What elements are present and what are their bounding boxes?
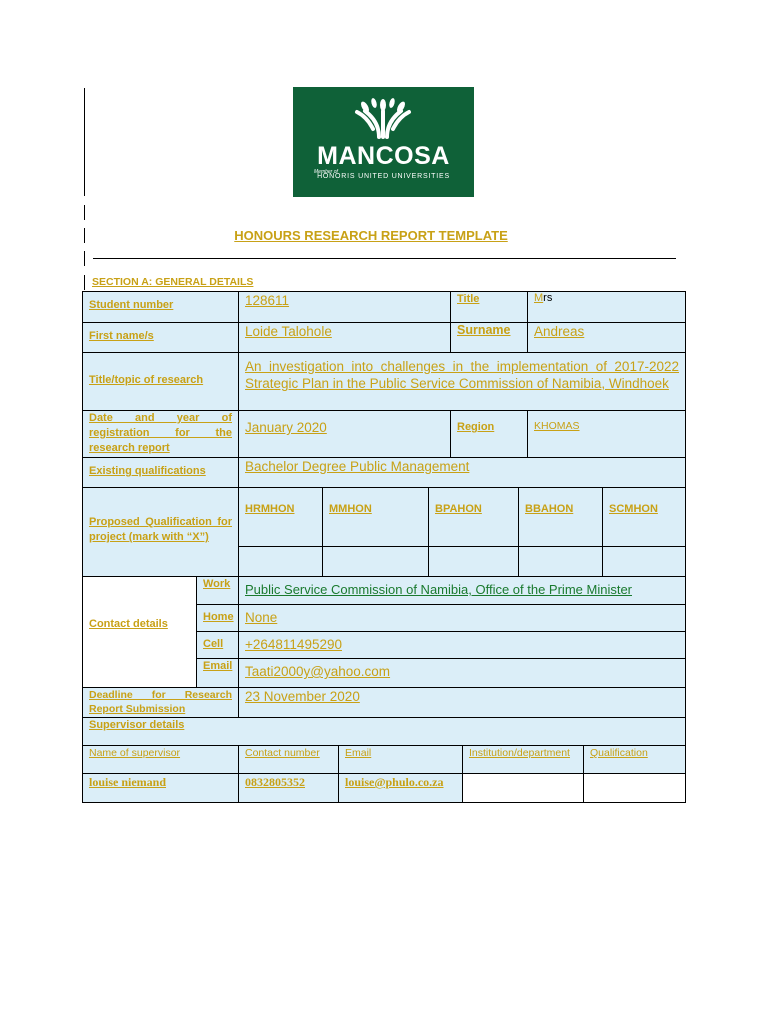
supervisor-email-value: louise@phulo.co.za	[345, 775, 444, 789]
qual-bbahon-cell	[518, 487, 603, 547]
date-reg-label-cell	[82, 410, 239, 458]
section-heading: SECTION A: GENERAL DETAILS	[92, 276, 254, 288]
qual-scmhon-label: SCMHON	[609, 503, 658, 515]
existing-qual-label: Existing qualifications	[89, 465, 206, 477]
surname-value: Andreas	[534, 324, 585, 339]
supervisor-details-label: Supervisor details	[89, 719, 185, 731]
qual-hrmhon-label: HRMHON	[245, 503, 295, 515]
work-label-cell	[196, 576, 239, 605]
supervisor-name-header-cell	[82, 745, 239, 774]
proposed-qual-label-cell	[82, 487, 239, 577]
work-value: Public Service Commission of Namibia, Office of the Prime Minister	[245, 582, 632, 597]
supervisor-contact-cell[interactable]	[238, 773, 339, 803]
home-value: None	[245, 610, 278, 625]
date-reg-label: Date and year of registration for the research report	[89, 412, 232, 454]
qual-bbahon-mark[interactable]	[518, 546, 603, 577]
qual-hrmhon-cell	[238, 487, 323, 547]
work-label: Work	[203, 578, 231, 590]
existing-qual-cell[interactable]	[238, 457, 686, 488]
deadline-cell[interactable]	[238, 687, 686, 718]
existing-qual-label-cell	[82, 457, 239, 488]
title-label: Title	[457, 293, 480, 305]
cell-value: +264811495290	[245, 637, 342, 652]
email-label: Email	[203, 660, 233, 672]
margin-bar	[84, 275, 85, 290]
topic-label: Title/topic of research	[89, 374, 204, 386]
date-reg-value: January 2020	[245, 420, 327, 435]
supervisor-email-header-cell	[338, 745, 463, 774]
logo-wordmark: MANCOSA	[317, 142, 450, 170]
surname-label: Surname	[457, 323, 511, 337]
first-names-label: First name/s	[89, 330, 154, 342]
home-label-cell	[196, 604, 239, 632]
work-cell[interactable]	[238, 576, 686, 605]
region-label-cell	[450, 410, 528, 458]
supervisor-institution-cell[interactable]	[462, 773, 584, 803]
existing-qual-value: Bachelor Degree Public Management	[245, 459, 470, 474]
deadline-value: 23 November 2020	[245, 689, 360, 704]
qual-bbahon-label: BBAHON	[525, 503, 574, 515]
logo-member-of: Member of	[314, 169, 338, 175]
cell-label-cell	[196, 631, 239, 659]
region-label: Region	[457, 421, 495, 433]
region-cell[interactable]	[527, 410, 686, 458]
margin-bar	[84, 88, 85, 196]
qual-hrmhon-mark[interactable]	[238, 546, 323, 577]
supervisor-email-cell[interactable]	[338, 773, 463, 803]
deadline-label-cell	[82, 687, 239, 718]
proposed-qual-label: Proposed Qualification for project (mark with “X”)	[89, 516, 232, 543]
contact-details-label-cell	[82, 576, 197, 688]
qual-mmhon-label: MMHON	[329, 503, 372, 515]
topic-cell[interactable]	[238, 352, 686, 411]
cell-label: Cell	[203, 638, 224, 650]
student-number-value: 128611	[245, 293, 290, 308]
supervisor-name-cell[interactable]	[82, 773, 239, 803]
supervisor-email-header: Email	[345, 747, 372, 759]
tree-icon	[293, 87, 474, 147]
surname-cell[interactable]	[527, 322, 686, 353]
email-label-cell	[196, 658, 239, 688]
deadline-label: Deadline for Research Report Submission	[89, 689, 232, 715]
supervisor-contact-header-cell	[238, 745, 339, 774]
supervisor-contact-value: 0832805352	[245, 775, 305, 789]
qual-bpahon-cell	[428, 487, 519, 547]
surname-label-cell	[450, 322, 528, 353]
cell-phone-cell[interactable]	[238, 631, 686, 659]
qual-mmhon-mark[interactable]	[322, 546, 429, 577]
first-names-label-cell	[82, 322, 239, 353]
qual-scmhon-cell	[602, 487, 686, 547]
supervisor-contact-header: Contact number	[245, 747, 320, 759]
topic-value: An investigation into challenges in the implementation of 2017-2022 Strategic Plan in the Public Service Commission of Namibia, Windhoek	[245, 359, 679, 391]
qual-bpahon-label: BPAHON	[435, 503, 482, 515]
title-value-initial: M	[534, 292, 544, 304]
title-label-cell	[450, 291, 528, 323]
date-reg-cell[interactable]	[238, 410, 451, 458]
region-value: KHOMAS	[534, 420, 580, 432]
mancosa-logo	[293, 87, 474, 197]
supervisor-institution-header: Institution/department	[469, 747, 570, 759]
topic-label-cell	[82, 352, 239, 411]
supervisor-qualification-cell[interactable]	[583, 773, 686, 803]
qual-mmhon-cell	[322, 487, 429, 547]
student-number-cell[interactable]	[238, 291, 451, 323]
first-names-cell[interactable]	[238, 322, 451, 353]
document-title: HONOURS RESEARCH REPORT TEMPLATE	[234, 228, 508, 243]
home-cell[interactable]	[238, 604, 686, 632]
email-cell[interactable]	[238, 658, 686, 688]
supervisor-qualification-header: Qualification	[590, 747, 648, 759]
supervisor-institution-header-cell	[462, 745, 584, 774]
margin-bar	[84, 205, 85, 220]
qual-bpahon-mark[interactable]	[428, 546, 519, 577]
title-value	[534, 292, 552, 304]
email-value: Taati2000y@yahoo.com	[245, 664, 391, 679]
supervisor-name-header: Name of supervisor	[89, 747, 181, 759]
student-number-label-cell	[82, 291, 239, 323]
home-label: Home	[203, 611, 234, 623]
logo-subtitle: HONORIS UNITED UNIVERSITIES	[317, 173, 450, 180]
supervisor-details-cell	[82, 717, 686, 746]
supervisor-qualification-header-cell	[583, 745, 686, 774]
qual-scmhon-mark[interactable]	[602, 546, 686, 577]
supervisor-name-value: louise niemand	[89, 775, 167, 789]
student-number-label: Student number	[89, 299, 174, 311]
title-cell[interactable]	[527, 291, 686, 323]
divider	[93, 258, 676, 259]
title-value-rest: rs	[543, 292, 553, 304]
contact-details-label: Contact details	[89, 618, 168, 630]
margin-bar	[84, 251, 85, 266]
first-names-value: Loide Talohole	[245, 324, 332, 339]
